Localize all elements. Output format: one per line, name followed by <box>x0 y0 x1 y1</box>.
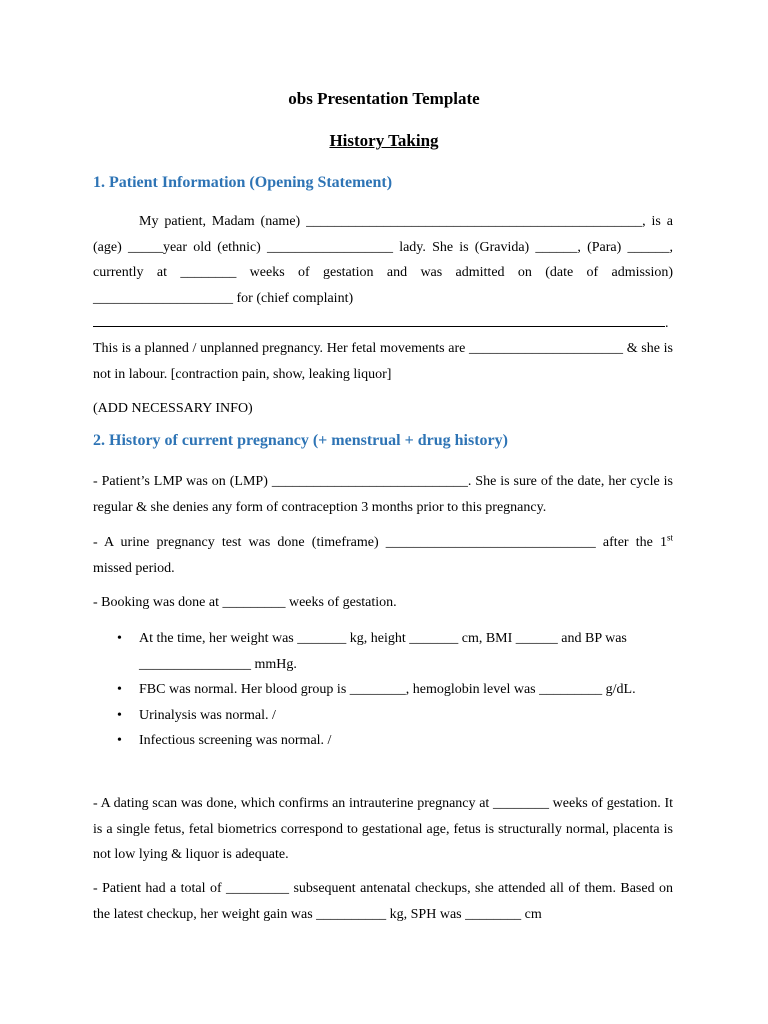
booking-paragraph: - Booking was done at _________ weeks of gestation. <box>93 595 397 610</box>
dating-scan-paragraph: - A dating scan was done, which confirms an intrauterine pregnancy at ________ weeks of gestation. It is a single fetus, fetal biometrics correspond to gestational age, fetus is structurally normal, placenta is not low lying & liquor is adequate. <box>93 796 673 862</box>
urine-test-text-end: missed period. <box>93 560 175 576</box>
bullet-icon: • <box>117 682 122 697</box>
pregnancy-status-paragraph: This is a planned / unplanned pregnancy. Her fetal movements are ______________________ & she is not in labour. [contraction pain, show, leaking liquor] <box>93 341 673 382</box>
bullet-icon: • <box>117 631 122 646</box>
booking-details-list <box>93 626 673 754</box>
list-item: • At the time, her weight was _______ kg, height _______ cm, BMI ______ and BP was ________________ mmHg. <box>93 626 673 677</box>
urine-test-text: - A urine pregnancy test was done (timeframe) ______________________________ after the 1 <box>93 535 667 550</box>
patient-info-paragraph <box>93 209 673 311</box>
ordinal-suffix: st <box>666 532 673 543</box>
urine-test-paragraph <box>93 530 673 581</box>
lmp-paragraph: - Patient’s LMP was on (LMP) ____________________________. She is sure of the date, her cycle is regular & she denies any form of contraception 3 months prior to this pregnancy. <box>93 474 673 515</box>
document-title: obs Presentation Template <box>288 89 480 108</box>
list-item: • Infectious screening was normal. / <box>93 728 673 754</box>
section-1-heading: 1. Patient Information (Opening Statement) <box>93 174 393 191</box>
chief-complaint-blank-line: . <box>93 311 673 337</box>
bullet-icon: • <box>117 733 122 748</box>
antenatal-paragraph: - Patient had a total of _________ subsequent antenatal checkups, she attended all of them. Based on the latest checkup, her weight gain was __________ kg, SPH was ________ cm <box>93 881 673 922</box>
section-2-heading: 2. History of current pregnancy (+ menstrual + drug history) <box>93 432 508 449</box>
bullet-icon: • <box>117 707 122 723</box>
list-item: • FBC was normal. Her blood group is ________, hemoglobin level was _________ g/dL. <box>93 677 673 703</box>
list-item: • Urinalysis was normal. / <box>93 703 673 729</box>
add-info-note: (ADD NECESSARY INFO) <box>93 401 253 416</box>
blank-underline <box>93 312 665 327</box>
patient-info-text: My patient, Madam (name) ________________________________________________, is a (age) _____year old (ethnic) __________________ lady. She is (Gravida) ______, (Para) ______, currently at ________ weeks of gestation and was admitted on (date of admission) ____________________ for (chief complaint) <box>93 214 673 306</box>
document-subtitle: History Taking <box>329 131 439 150</box>
